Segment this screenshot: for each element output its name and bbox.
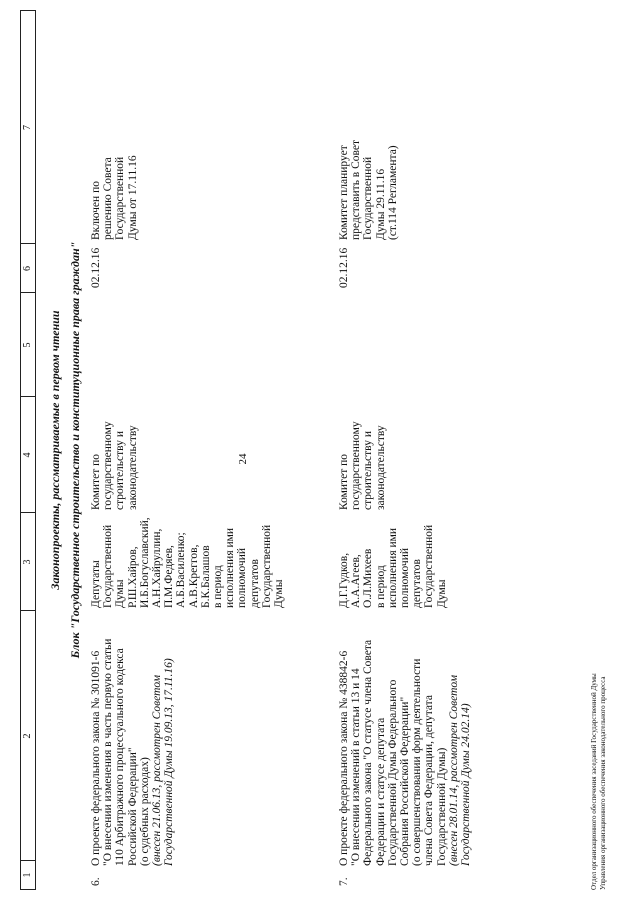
bill-title-line: Государственной Думы) bbox=[435, 747, 448, 866]
note-line: представить в Совет bbox=[350, 139, 363, 240]
author-line: депутатов bbox=[248, 559, 261, 608]
bill-title-line: О проекте федерального закона № 301091-6 bbox=[90, 650, 102, 866]
author-line: Думы bbox=[273, 579, 286, 608]
author-line: П.М.Федяев, bbox=[163, 545, 176, 608]
author-line: Думы bbox=[114, 579, 127, 608]
bill-authors bbox=[90, 517, 286, 608]
bill-title-line: "О внесении изменения в часть первую статьи bbox=[102, 638, 115, 866]
note-line: Государственной bbox=[362, 156, 375, 240]
author-line: Государственной bbox=[423, 524, 436, 608]
bill-title-line: (о судебных расходах) bbox=[138, 757, 151, 866]
committee-line: законодательству bbox=[374, 425, 387, 510]
consideration-date: 02.12.16 bbox=[338, 247, 350, 288]
column-number: 3 bbox=[22, 559, 33, 565]
column-number: 7 bbox=[22, 125, 33, 130]
committee-line: законодательству bbox=[126, 425, 139, 510]
author-line: Государственной bbox=[260, 524, 273, 608]
note-line: Думы от 17.11.16 bbox=[126, 155, 139, 240]
author-line: Депутаты bbox=[90, 560, 102, 608]
author-line: Р.Ш.Хайров, bbox=[126, 546, 139, 608]
bill-authors bbox=[338, 520, 448, 608]
committee-line: государственному bbox=[350, 421, 363, 510]
bill-title-line: О проекте федерального закона № 438842-6 bbox=[338, 650, 350, 866]
bill-title-line: Собрания Российской Федерации" bbox=[399, 696, 412, 866]
consideration-date: 02.12.16 bbox=[90, 247, 102, 288]
author-line: Думы bbox=[435, 579, 448, 608]
responsible-committee bbox=[90, 400, 139, 510]
note-line: решению Совета bbox=[102, 157, 115, 240]
column-number-header bbox=[20, 10, 36, 890]
bill-title-line: Федерального закона "О статусе члена Совета bbox=[362, 639, 375, 866]
author-line: И.Б.Богуславский, bbox=[138, 517, 151, 608]
responsible-committee bbox=[338, 400, 387, 510]
author-line: полномочий bbox=[399, 548, 412, 608]
page-footer bbox=[590, 190, 607, 890]
bill-intro-line: Государственной Думы 24.02.14) bbox=[460, 703, 473, 866]
note-line: Думы 29.11.16 bbox=[374, 168, 387, 240]
column-number: 1 bbox=[22, 872, 33, 878]
author-line: исполнения ими bbox=[224, 527, 237, 608]
bill-title-line: (о совершенствовании форм деятельности bbox=[411, 658, 424, 866]
author-line: А.В.Креггов, bbox=[187, 544, 200, 608]
author-line: А.Б.Василенко; bbox=[175, 532, 188, 608]
column-number: 6 bbox=[22, 266, 33, 271]
bill-title-line: 110 Арбитражного процессуального кодекса bbox=[114, 648, 127, 866]
bill-intro-line: (внесен 21.06.13, рассмотрен Советом bbox=[151, 674, 164, 866]
bill-title-line: члена Совета Федерации, депутата bbox=[423, 695, 436, 866]
section-title: Законопроекты, рассматриваемые в первом чтении bbox=[48, 310, 62, 590]
author-line: А.Н.Хайруллин, bbox=[151, 528, 164, 608]
committee-line: строительству и bbox=[362, 431, 375, 510]
bill-title-line: Российской Федерации" bbox=[126, 747, 139, 866]
column-number: 5 bbox=[22, 342, 33, 348]
bill-title bbox=[90, 616, 175, 866]
author-line: депутатов bbox=[411, 559, 424, 608]
column-number: 4 bbox=[22, 452, 33, 458]
bill-intro-line: Государственной Думы 19.09.13, 17.11.16) bbox=[163, 658, 176, 866]
note-line: Включен по bbox=[90, 181, 102, 240]
row-number: 7. bbox=[338, 877, 350, 886]
row-number: 6. bbox=[90, 877, 102, 886]
row-note bbox=[338, 120, 399, 240]
block-title: Блок "Государственное строительство и конституционные права граждан" bbox=[68, 241, 82, 659]
page-number: 24 bbox=[237, 453, 249, 465]
footer-line: Управления организационного обеспечения законодательного процесса bbox=[598, 676, 607, 890]
author-line: О.Л.Михеев bbox=[362, 548, 375, 608]
author-line: исполнения ими bbox=[386, 527, 399, 608]
committee-line: Комитет по bbox=[338, 454, 350, 510]
note-line: Государственной bbox=[114, 156, 127, 240]
note-line: (ст.114 Регламента) bbox=[386, 145, 399, 240]
author-line: в период bbox=[374, 565, 387, 608]
bill-intro-line: (внесен 28.01.14, рассмотрен Советом bbox=[447, 674, 460, 866]
column-number: 2 bbox=[22, 733, 33, 739]
author-line: Б.К.Балашов bbox=[199, 545, 212, 608]
author-line: полномочий bbox=[236, 548, 249, 608]
bill-title-line: Государственной Думы Федерального bbox=[386, 679, 399, 866]
committee-line: Комитет по bbox=[90, 454, 102, 510]
author-line: А.А.Агеев, bbox=[350, 554, 363, 608]
note-line: Комитет планирует bbox=[338, 145, 350, 240]
committee-line: государственному bbox=[102, 421, 115, 510]
bill-title-line: "О внесении изменений в статьи 13 и 14 bbox=[350, 668, 363, 866]
author-line: в период bbox=[212, 565, 225, 608]
committee-line: строительству и bbox=[114, 431, 127, 510]
footer-line: Отдел организационного обеспечения заседаний Государственной Думы bbox=[590, 673, 598, 890]
row-note bbox=[90, 120, 139, 240]
author-line: Государственной bbox=[102, 524, 115, 608]
bill-title bbox=[338, 616, 472, 866]
bill-title-line: Федерации и статусе депутата bbox=[374, 717, 387, 866]
document-page bbox=[20, 10, 620, 890]
author-line: Д.Г.Гудков, bbox=[338, 552, 350, 608]
